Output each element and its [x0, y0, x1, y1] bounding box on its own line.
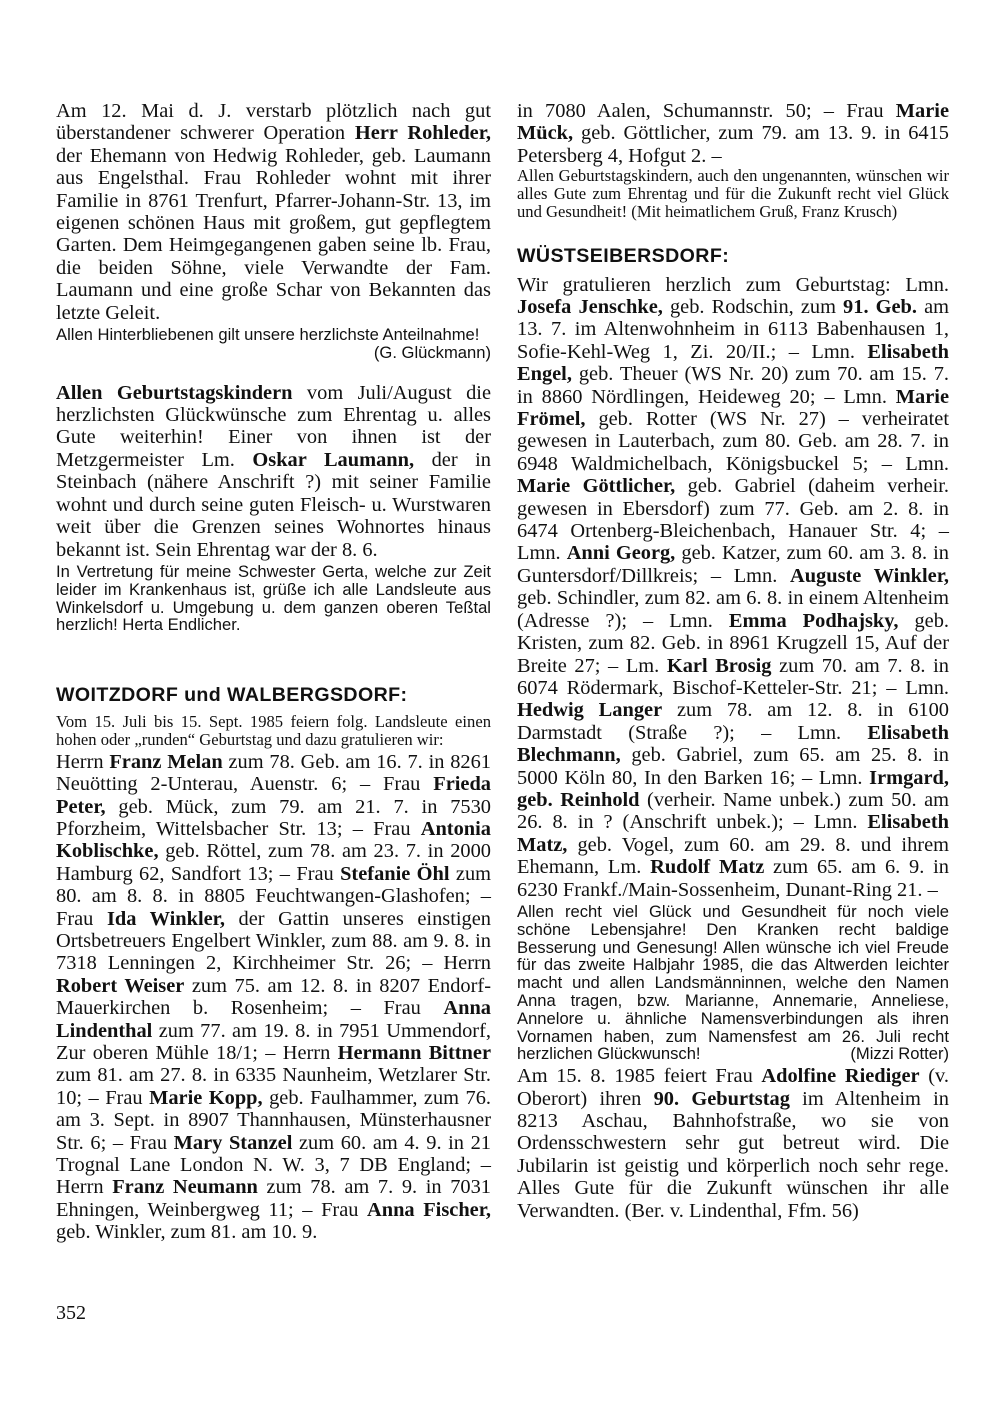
name-herr-rohleder: Herr Rohleder, [354, 122, 491, 145]
krusch-greeting-note: Allen Geburtstagskindern, auch den ungenannten, wünschen wir alles Gute zum Ehrentag und für die Zukunft recht viel Glück und Gesundheit! (Mit heimatlichem Gruß, Franz Krusch) [517, 166, 949, 221]
krusch-continuation: in 7080 Aalen, Schumannstr. 50; – Frau Marie Mück, geb. Göttlicher, zum 79. am 13. 9. in 6415 Petersberg 4, Hofgut 2. – [517, 100, 949, 167]
page-number: 352 [56, 1302, 86, 1324]
woitzdorf-birthday-list: Herrn Franz Melan zum 78. Geb. am 16. 7. in 8261 Neuötting 2-Unterau, Auenstr. 6; – Frau Frieda Peter, geb. Mück, zum 79. am 21. 7. in 7530 Pforzheim, Wittelsbacher Str. 13; – Frau Antonia Koblischke, geb. Röttel, zum 78. am 23. 7. in 2000 Hamburg 62, Sandfort 13; – Frau Stefanie Öhl zum 80. am 8. 8. in 8805 Feuchtwangen-Glashofen; – Frau Ida Winkler, der Gattin unseres einstigen Ortsbetreuers Engelbert Winkler, zum 88. am 9. 8. in 7318 Lenningen 2, Kirchheimer Str. 26; – Herrn Robert Weiser zum 75. am 12. 8. in 8207 Endorf-Mauerkirchen b. Rosenheim; – Frau Anna Lindenthal zum 77. am 19. 8. in 7951 Ummendorf, Zur oberen Mühle 18/1; – Herrn Hermann Bittner zum 81. am 27. 8. in 6335 Naunheim, Wetzlarer Str. 10; – Frau Marie Kopp, geb. Faulhammer, zum 76. am 3. Sept. in 8907 Thannhausen, Münsterhausner Str. 6; – Frau Mary Stanzel zum 60. am 4. 9. in 21 Trognal Lane London N. W. 3, 7 DB England; – Herrn Franz Neumann zum 78. am 7. 9. in 7031 Ehningen, Weinbergweg 11; – Frau Anna Fischer, geb. Winkler, zum 81. am 10. 9. [56, 750, 492, 1244]
rohleder-condolence-note: Allen Hinterbliebenen gilt unsere herzlichste Anteilnahme! (G. Glückmann) [56, 325, 491, 362]
right-column [517, 100, 949, 1222]
rohleder-obituary: Am 12. Mai d. J. verstarb plötzlich nach gut überstandener schwerer Operation Herr Rohleder, der Ehemann von Hedwig Rohleder, geb. Laumann aus Engelsthal. Frau Rohleder wohnt mit ihrer Familie in 8761 Trenfurt, Pfarrer-Johann-Str. 13, im eigenen schönen Haus mit großem, gut gepflegtem Garten. Dem Heimgegangenen gaben seine lb. Frau, die beiden Söhne, viele Verwandte der Fam. Laumann und eine große Schar von Bekannten das letzte Geleit. [56, 100, 491, 324]
birthday-greeting-laumann: Allen Geburtstagskindern vom Juli/August die herzlichsten Glückwünsche zum Ehrentag u. alles Gute weiterhin! Einer von ihnen ist der Metzgermeister Lm. Oskar Laumann, der in Steinbach (nähere Anschrift ?) mit seiner Familie wohnt und durch seine guten Fleisch- u. Wurstwaren weit über die Grenzen seines Wohnortes hinaus bekannt ist. Sein Ehrentag war der 8. 6. [56, 381, 492, 561]
riediger-birthday: Am 15. 8. 1985 feiert Frau Adolfine Riediger (v. Oberort) ihren 90. Geburtstag im Altenheim in 8213 Aschau, Bahnhofstraße, wo sie von Ordensschwestern sehr gut betreut wird. Die Jubilarin ist geistig und körperlich noch sehr rege. Alles Gute für die Zukunft wünschen ihr alle Verwandten. (Ber. v. Lindenthal, Ffm. 56) [517, 1065, 949, 1222]
signature-mizzi-rotter: (Mizzi Rotter) [850, 1044, 949, 1064]
rotter-greeting-note: Allen recht viel Glück und Gesundheit für noch viele schöne Lebensjahre! Den Kranken recht baldige Besserung und Genesung! Allen wünsche ich viel Freude für das zweite Halbjahr 1985, die das Altwerden leichter macht und allen Landsmänninnen, welche den Namen Anna tragen, bzw. Marianne, Annemarie, Anneliese, Annelore u. ähnliche Namensverbindungen als ihren Vornamen haben, zum Namensfest am 26. Juli recht herzlichen Glückwunsch! (Mizzi Rotter) [517, 901, 949, 1064]
section-heading-wuestseibersdorf: WÜSTSEIBERSDORF: [517, 244, 730, 267]
left-column [56, 100, 491, 1244]
wuestseibersdorf-birthday-list: Wir gratulieren herzlich zum Geburtstag: Lmn. Josefa Jenschke, geb. Rodschin, zum 91. Geb. am 13. 7. im Altenwohnheim in 6113 Babenhausen 1, Sofie-Kehl-Weg 1, Zi. 20/II.; – Lmn. Elisabeth Engel, geb. Theuer (WS Nr. 20) zum 70. am 15. 7. in 8860 Nördlingen, Heideweg 20; – Lmn. Marie Frömel, geb. Rotter (WS Nr. 27) – verheiratet gewesen in Lauterbach, zum 80. Geb. am 28. 7. in 6948 Waldmichelbach, Königsbuckel 5; – Lmn. Marie Göttlicher, geb. Gabriel (daheim verheir. gewesen in Ebersdorf) zum 77. Geb. am 2. 8. in 6474 Ortenberg-Bleichenbach, Hanauer Str. 4; – Lmn. Anni Georg, geb. Katzer, zum 60. am 3. 8. in Guntersdorf/Dillkreis; – Lmn. Auguste Winkler, geb. Schindler, zum 82. am 6. 8. in einem Altenheim (Adresse ?); – Lmn. Emma Podhajsky, geb. Kristen, zum 82. Geb. in 8961 Krugzell 15, Auf der Breite 27; – Lm. Karl Brosig zum 70. am 7. 8. in 6074 Rödermark, Bischof-Ketteler-Str. 21; – Lmn. Hedwig Langer zum 78. am 12. 8. in 6100 Darmstadt (Straße ?); – Lmn. Elisabeth Blechmann, geb. Gabriel, zum 65. am 25. 8. in 5000 Köln 80, In den Barken 16; – Lmn. Irmgard, geb. Reinhold (verheir. Name unbek.) zum 50. am 26. 8. in ? (Anschrift unbek.); – Lmn. Elisabeth Matz, geb. Vogel, zum 60. am 29. 8. und ihrem Ehemann, Lm. Rudolf Matz zum 65. am 6. 9. in 6230 Frankf./Main-Sossenheim, Dunant-Ring 21. – [517, 273, 950, 901]
woitzdorf-intro: Vom 15. Juli bis 15. Sept. 1985 feiern folg. Landsleute einen hohen oder „runden“ Geburtstag und dazu gratulieren wir: [56, 712, 491, 749]
signature-glueckmann: (G. Glückmann) [373, 342, 491, 362]
endlicher-greeting-note: In Vertretung für meine Schwester Gerta, welche zur Zeit leider im Krankenhaus ist, grüße ich alle Landsleute aus Winkelsdorf u. Umgebung u. dem ganzen oberen Teßtal herzlich! Herta Endlicher. [56, 561, 491, 635]
name-oskar-laumann: Oskar Laumann, [252, 448, 415, 471]
section-heading-woitzdorf: WOITZDORF und WALBERGSDORF: [56, 684, 408, 707]
